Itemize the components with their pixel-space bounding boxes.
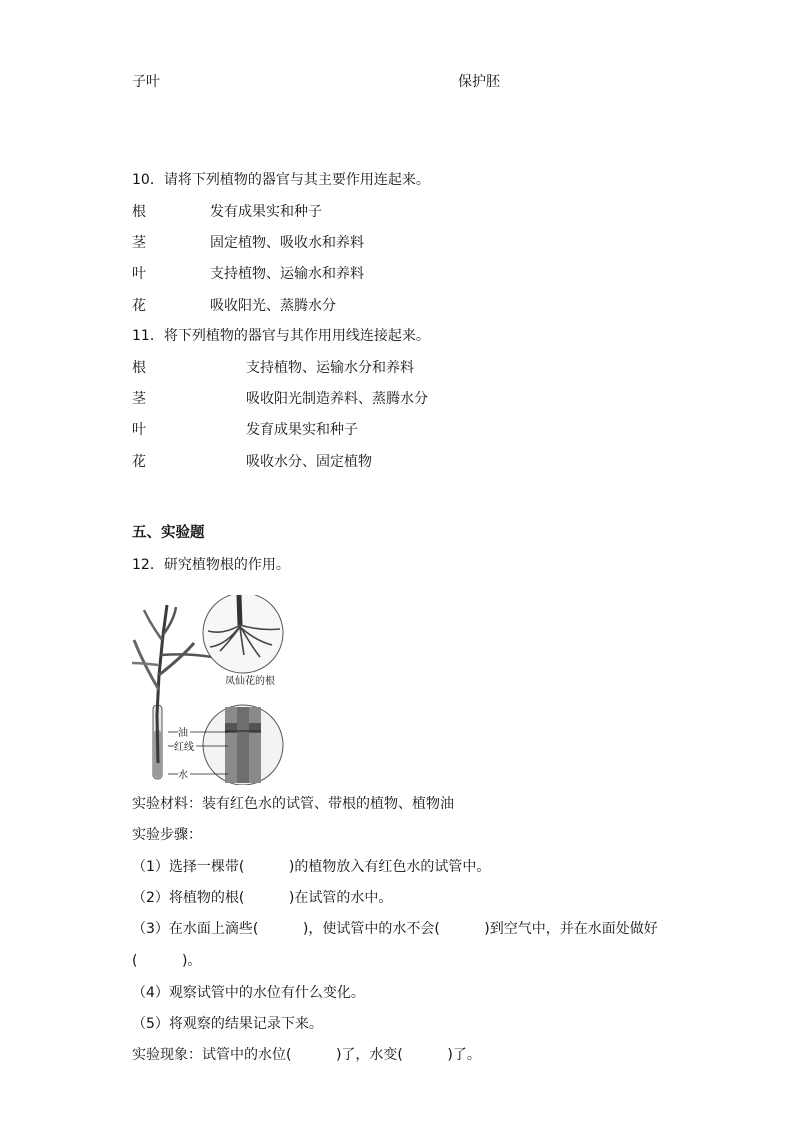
steps-heading: 实验步骤： [132,827,202,843]
q11-function: 支持植物、运输水分和养料 [246,360,414,376]
label-oil: 油 [178,728,188,739]
step-4: （4）观察试管中的水位有什么变化。 [132,985,365,1001]
plant-experiment-figure [132,595,292,785]
question-11-title: 11．将下列植物的器官与其作用用线连接起来。 [132,328,430,344]
experiment-materials: 实验材料：装有红色水的试管、带根的植物、植物油 [132,796,454,812]
q11-organ: 根 [132,360,146,376]
experiment-phenomenon: 实验现象：试管中的水位( )了，水变( )了。 [132,1047,481,1063]
step-5: （5）将观察的结果记录下来。 [132,1016,323,1032]
q10-function: 固定植物、吸收水和养料 [210,235,364,251]
question-12-title: 12．研究植物根的作用。 [132,557,290,573]
plant-experiment-illustration [132,595,292,785]
q11-organ: 花 [132,454,146,470]
question-10-title: 10．请将下列植物的器官与其主要作用连起来。 [132,172,430,188]
q11-function: 吸收阳光制造养料、蒸腾水分 [246,391,428,407]
q10-function: 支持植物、运输水和养料 [210,266,364,282]
q10-organ: 根 [132,204,146,220]
q11-organ: 叶 [132,422,146,438]
step-2: （2）将植物的根( )在试管的水中。 [132,890,393,906]
step-3: （3）在水面上滴些( )，使试管中的水不会( )到空气中，并在水面处做好 [132,921,658,937]
q11-function: 吸收水分、固定植物 [246,454,372,470]
q10-organ: 叶 [132,266,146,282]
step-1: （1）选择一棵带( )的植物放入有红色水的试管中。 [132,859,491,875]
match-right-protect-embryo: 保护胚 [458,74,500,90]
q10-organ: 花 [132,298,146,314]
label-red-line: 红线 [174,742,194,753]
step-3-continued: ( )。 [132,953,202,969]
figure-caption: 凤仙花的根 [225,676,275,687]
section-title: 五、实验题 [132,525,205,541]
q11-organ: 茎 [132,391,146,407]
q10-organ: 茎 [132,235,146,251]
q11-function: 发育成果实和种子 [246,422,358,438]
match-left-seed-leaf: 子叶 [132,74,160,90]
q10-function: 吸收阳光、蒸腾水分 [210,298,336,314]
q10-function: 发有成果实和种子 [210,204,322,220]
label-water: 水 [178,770,188,781]
